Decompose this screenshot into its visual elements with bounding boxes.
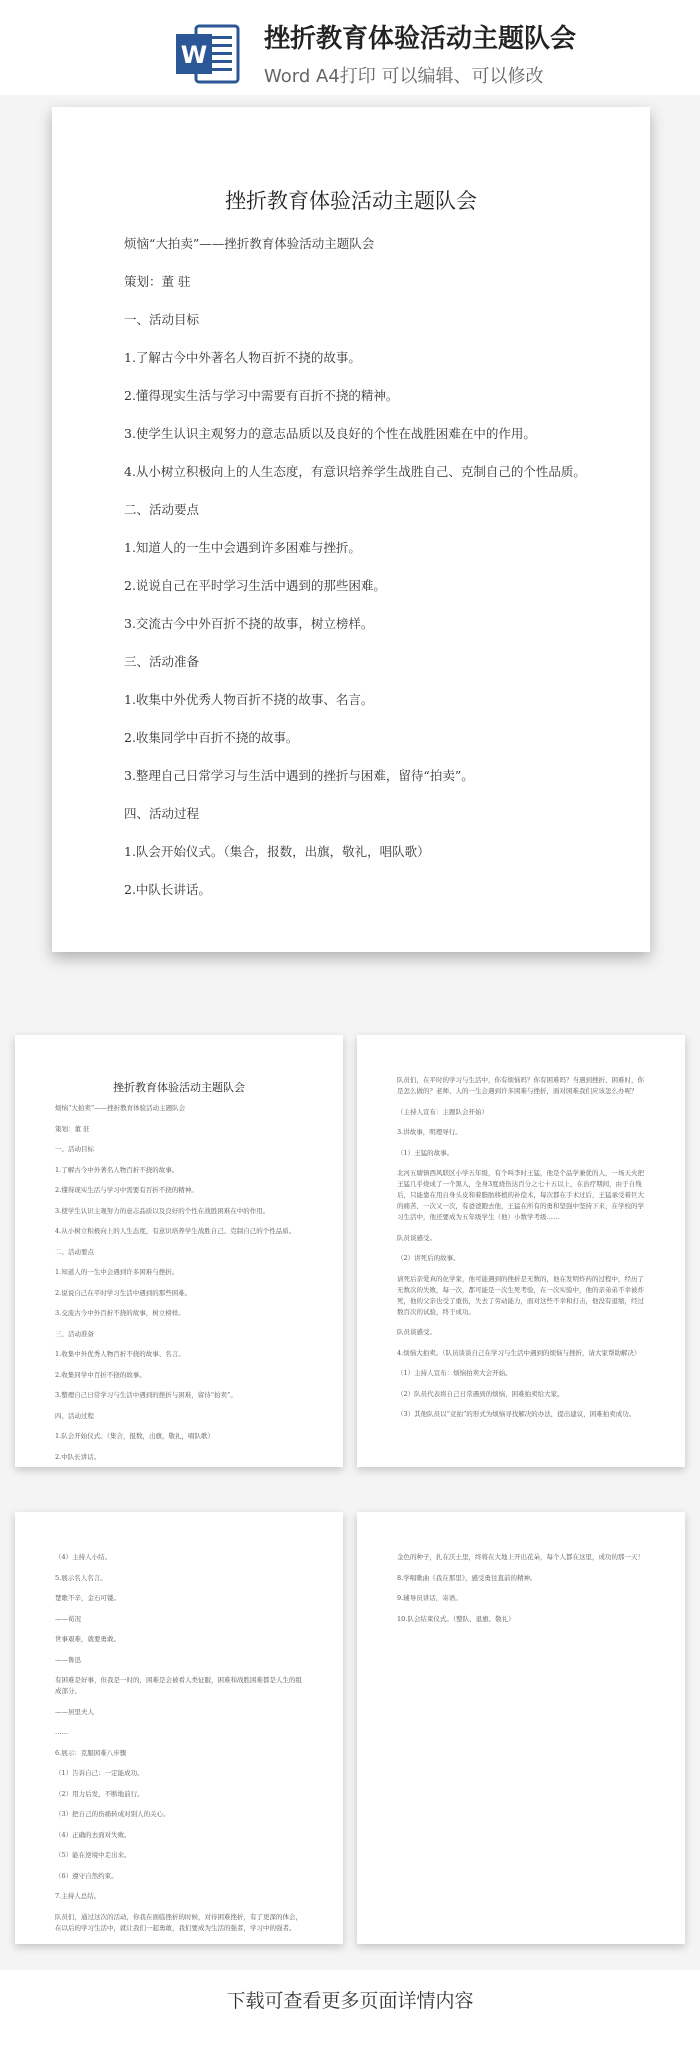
document-line: 1.收集中外优秀人物百折不挠的故事、名言。 [124,692,374,707]
thumbnail-line: 金色的种子，扎在沃土里，终将在大地上开出花朵，每个人都在这里，成功的那一天！ [397,1553,644,1561]
document-line: 四、活动过程 [124,806,200,821]
thumbnail-line: 10.队会结束仪式。（整队、退旗、敬礼） [397,1614,515,1623]
document-line: 2.中队长讲话。 [124,882,211,897]
thumbnail-line: 北河五塘镇西风联区小学五年级，有个叫李时王猛，他是个品学兼优的人，一场天火把王猛几乎烧成了一个黑人，全身3度烧伤达百分之七十五以上，在治疗期间，由于自残后，只能靠在用自身头皮和着脂肪移植的补偿术，每次都在手术过后，王猛承受着巨大的痛苦，一次又一次，有爸爸跑去他，王猛在所有的勇和坚强中坚持下来，在学校的学习生活中，他还要成为五年级学生（他）小数学考级…… [397,1169,644,1221]
thumbnail-line: 楚歌不辛，金石可镂。 [55,1594,120,1602]
thumbnail-line: 1.了解古今中外著名人物百折不挠的故事。 [55,1165,179,1174]
main-preview-area [0,95,700,980]
thumbnail-line: （主持人宣布：主题队会开始） [397,1107,488,1116]
thumbnail-line: …… [55,1728,68,1736]
thumbnail-line: 4.烦恼大拍卖。（队员谈谈自己在学习与生活中遇到的烦恼与挫折，请大家帮助解决） [397,1348,641,1357]
thumbnail-body [15,1512,343,1934]
thumbnail-line: （1）王猛的故事。 [397,1148,454,1157]
thumbnail-line: （2）用力后发，不断地前行。 [55,1789,144,1798]
thumbnail-line: 1.队会开始仪式。（集合，报数，出旗，敬礼，唱队歌） [55,1432,214,1440]
header-banner [0,0,700,95]
thumbnail-line: （1）告诉自己：一定能成功。 [55,1769,144,1777]
thumbnail-line: （5）能在逆境中走出来。 [55,1851,131,1859]
banner-title: 挫折教育体验活动主题队会 [264,24,577,54]
document-line: 3.整理自己日常学习与生活中遇到的挫折与困难，留待“拍卖”。 [124,768,474,783]
thumbnail-line: （4）主持人小结。 [55,1553,112,1561]
thumbnail-line: 队员谈感受。 [397,1233,436,1242]
thumbnail-line: 3.使学生认识主观努力的意志品质以及良好的个性在战胜困难在中的作用。 [55,1206,270,1215]
thumbnail-line: ——居里夫人 [55,1707,94,1716]
document-body [124,225,624,909]
thumbnail-line: 2.懂得现实生活与学习中需要有百折不挠的精神。 [55,1186,198,1194]
thumbnail-line: 一、活动目标 [55,1145,94,1153]
thumbnail-line: （6）遵守自然约束。 [55,1871,118,1880]
thumbnail-body [357,1035,685,1420]
document-line: 3.使学生认识主观努力的意志品质以及良好的个性在战胜困难在中的作用。 [124,426,536,441]
thumbnail-line: 队员们，通过这次的活动，你我在面临挫折的时候，对待困难挫折，有了更深的体会，在以后的学习生活中，就让我们一起勇敢，我们要成为生活的强者，学习中的强者。 [55,1912,302,1932]
word-document-icon [174,22,240,86]
document-page-large [52,107,650,952]
thumbnail-line: （3）其他队员以“竞拍”的形式为烦恼寻找解决的办法，提出建议，困难拍卖成功。 [397,1410,636,1418]
document-line: 1.队会开始仪式。（集合，报数，出旗，敬礼，唱队歌） [124,844,430,859]
document-line: 烦恼“大拍卖”——挫折教育体验活动主题队会 [124,236,375,251]
thumbnail-line: 2.说说自己在平时学习生活中遇到的那些困难。 [55,1288,192,1297]
thumbnail-line: 请死后亲爱真的化学家，他可能遇到的挫折是无数的，他在发明炸药的过程中，经历了无数次的失败，每一次，都可能是一次生死考验，在一次实验中，他的亲弟弟不幸被炸死，他的父亲也受了重伤，失去了劳动能力，面对这些不幸和打击，他没有退缩，经过数百次的试验，终于成功。 [397,1274,644,1316]
thumbnail-line: 6.展示：克服困难八步骤 [55,1748,127,1757]
thumbnail-line: 2.收集同学中百折不挠的故事。 [55,1370,146,1379]
document-line: 2.收集同学中百折不挠的故事。 [124,730,299,745]
thumbnail-title: 挫折教育体验活动主题队会 [113,1081,245,1094]
document-line: 3.交流古今中外百折不挠的故事，树立榜样。 [124,616,374,631]
thumbnail-line: （2）队员代表将自己日常遇到的烦恼，困难拍卖给大家。 [397,1389,564,1398]
document-line: 4.从小树立积极向上的人生态度，有意识培养学生战胜自己、克制自己的个性品质。 [124,464,586,479]
thumbnail-line: 4.从小树立积极向上的人生态度，有意识培养学生战胜自己、克制自己的个性品质。 [55,1227,296,1235]
thumbnail-line: 2.中队长讲话。 [55,1452,101,1461]
thumbnail-line: 队员们，在平时的学习与生活中，你有烦恼吗？你有困难吗？当遇到挫折、困难时，你是怎么做的？老师、人的一生会遇到许多困难与挫折，面对困难我们应该怎么办呢？ [397,1076,644,1095]
thumbnail-line: （3）把自己的伤痛转成对别人的关心。 [55,1810,170,1818]
thumbnail-line: 世事艰难，就要勇敢。 [55,1635,120,1643]
thumbnail-line: 烦恼“大拍卖”——挫折教育体验活动主题队会 [55,1104,186,1112]
thumbnail-line: 有困难是好事，但我是一时的，困难是会被看人类征服，困难和战胜困难都是人生的组成部分。 [55,1676,302,1695]
thumbnail-body [357,1512,685,1625]
thumbnail-line: 9.辅导员讲话，寄语。 [397,1594,462,1602]
thumbnail-line: 队员谈感受。 [397,1328,436,1336]
document-line: 二、活动要点 [124,502,200,517]
thumbnail-line: （1）主持人宣布：烦恼拍卖大会开始。 [397,1369,512,1377]
document-line: 一、活动目标 [124,312,200,327]
page-thumbnail-2[interactable] [357,1035,685,1467]
thumbnail-line: 5.展示名人名言。 [55,1573,107,1582]
thumbnail-grid [0,980,700,1970]
thumbnail-line: 8.学唱歌曲《我在那里》，感受勇往直前的精神。 [397,1573,537,1582]
document-line: 策划：董 驻 [124,274,191,289]
thumbnail-line: 3.讲故事，明理导行。 [397,1128,462,1136]
word-icon-letter: W [180,41,208,69]
page-thumbnail-3[interactable] [15,1512,343,1944]
page-thumbnail-1[interactable] [15,1035,343,1467]
thumbnail-line: ——鲁迅 [55,1655,81,1664]
document-line: 1.了解古今中外著名人物百折不挠的故事。 [124,350,361,365]
thumbnail-line: ——荀况 [55,1614,81,1623]
document-title: 挫折教育体验活动主题队会 [225,189,477,213]
thumbnail-line: 3.整理自己日常学习与生活中遇到的挫折与困难，留待“拍卖”。 [55,1391,237,1399]
thumbnail-line: 策划：董 驻 [55,1124,90,1133]
footer-more-pages-link[interactable]: 下载可查看更多页面详情内容 [0,1970,700,2046]
document-line: 2.说说自己在平时学习生活中遇到的那些困难。 [124,578,386,593]
banner-subtitle: Word A4打印 可以编辑、可以修改 [264,66,544,87]
thumbnail-line: （4）正确的去面对失败。 [55,1830,131,1839]
document-line: 三、活动准备 [124,654,200,669]
thumbnail-line: 二、活动要点 [55,1247,94,1256]
page-thumbnail-4[interactable] [357,1512,685,1944]
document-line: 1.知道人的一生中会遇到许多困难与挫折。 [124,540,361,555]
document-line: 2.懂得现实生活与学习中需要有百折不挠的精神。 [124,388,399,403]
thumbnail-line: 3.交流古今中外百折不挠的故事，树立榜样。 [55,1309,185,1317]
thumbnail-body [15,1103,343,1463]
thumbnail-line: 三、活动准备 [55,1329,94,1338]
thumbnail-line: 1.收集中外优秀人物百折不挠的故事、名言。 [55,1350,185,1358]
thumbnail-line: 1.知道人的一生中会遇到许多困难与挫折。 [55,1268,179,1276]
thumbnail-line: 7.主持人总结。 [55,1892,101,1900]
thumbnail-line: （2）讲死后的故事。 [397,1254,460,1262]
thumbnail-line: 四、活动过程 [55,1411,94,1420]
